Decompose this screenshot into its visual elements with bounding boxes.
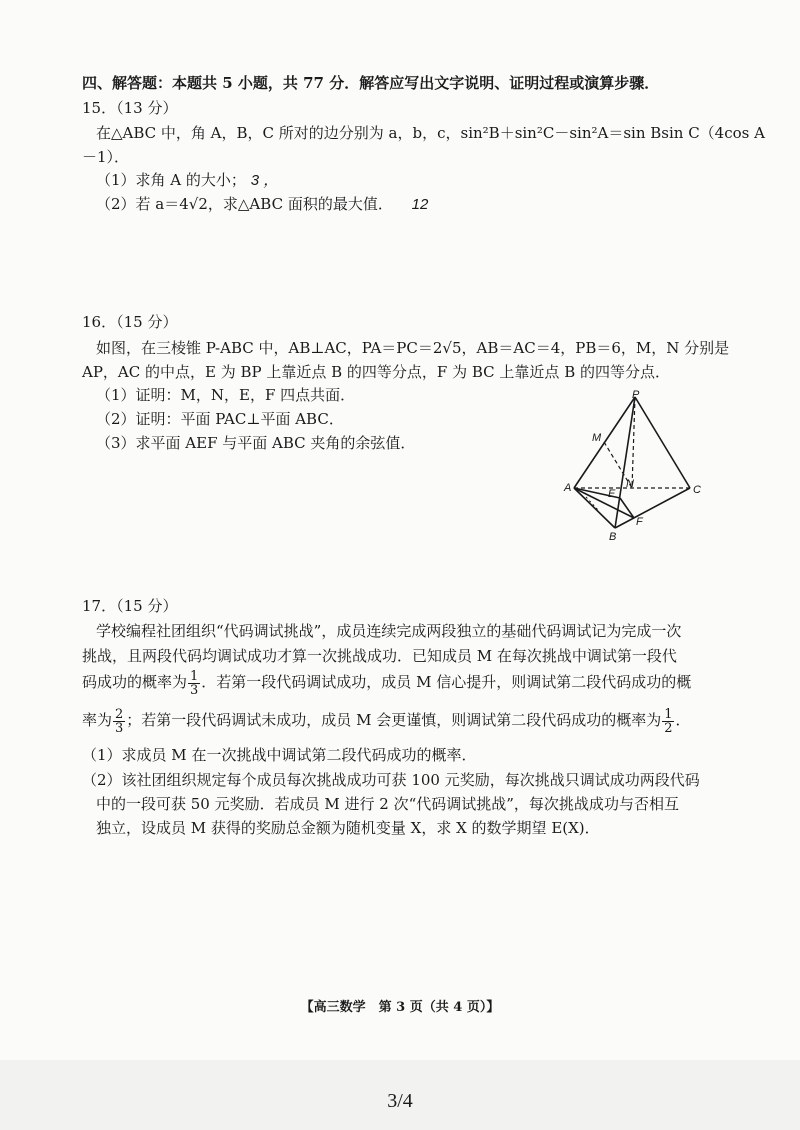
fraction-numerator: 1 bbox=[664, 706, 673, 722]
fraction-denominator: 3 bbox=[190, 682, 199, 698]
fraction-denominator: 3 bbox=[115, 720, 124, 736]
q15-number: 15．（13 分） bbox=[82, 99, 178, 117]
label-E: E bbox=[608, 488, 616, 500]
q15-part1 bbox=[96, 170, 278, 191]
q17-stem-line4-b: ；若第一段代码调试未成功，成员 M 会更谨慎，则调试第二段代码成功的概率为 bbox=[126, 711, 662, 729]
fraction-one-third bbox=[188, 670, 200, 697]
q15-stem-line2: －1）． bbox=[82, 148, 130, 166]
q16-stem-line2: AP，AC 的中点，E 为 BP 上靠近点 B 的四等分点，F 为 BC 上靠近点 B 的四等分点． bbox=[82, 363, 670, 381]
label-M: M bbox=[592, 432, 602, 444]
q15-stem-line1: 在△ABC 中，角 A，B，C 所对的边分别为 a，b，c，sin²B＋sin²C－sin²A＝sin Bsin C（4cos A bbox=[96, 124, 765, 142]
q16-part2: （2）证明：平面 PAC⊥平面 ABC． bbox=[96, 410, 344, 428]
q16-stem-line1: 如图，在三棱锥 P-ABC 中，AB⊥AC，PA＝PC＝2√5，AB＝AC＝4，PB＝6，M，N 分别是 bbox=[96, 339, 730, 357]
q16-number: 16．（15 分） bbox=[82, 313, 178, 331]
q15-part2 bbox=[96, 194, 428, 215]
fraction-numerator: 2 bbox=[115, 706, 124, 722]
pyramid-figure bbox=[560, 385, 710, 545]
label-C: C bbox=[693, 484, 701, 496]
q17-stem-line2: 挑战，且两段代码均调试成功才算一次挑战成功．已知成员 M 在每次挑战中调试第一段代 bbox=[82, 647, 677, 665]
q17-part2-line2: 中的一段可获 50 元奖励．若成员 M 进行 2 次“代码调试挑战”，每次挑战成功与否相互 bbox=[96, 795, 679, 813]
page-indicator: 3/4 bbox=[387, 1090, 413, 1112]
edge-PB bbox=[615, 397, 635, 528]
label-N: N bbox=[626, 478, 634, 490]
label-P: P bbox=[632, 389, 640, 401]
q15-part2-handwritten-note: 12 bbox=[411, 196, 429, 213]
q17-stem-line4-c: ． bbox=[675, 711, 691, 729]
fraction-numerator: 1 bbox=[190, 668, 199, 684]
q16-part1: （1）证明：M，N，E，F 四点共面． bbox=[96, 386, 356, 404]
q17-part2-line3: 独立，设成员 M 获得的奖励总金额为随机变量 X，求 X 的数学期望 E(X)． bbox=[96, 819, 600, 837]
q17-stem-line3-a: 码成功的概率为 bbox=[82, 673, 188, 691]
label-A: A bbox=[564, 482, 572, 494]
q17-stem-line3 bbox=[82, 668, 691, 697]
segment-AF bbox=[574, 488, 634, 518]
q17-stem-line1: 学校编程社团组织“代码调试挑战”，成员连续完成两段独立的基础代码调试记为完成一次 bbox=[96, 622, 682, 640]
fraction-denominator: 2 bbox=[664, 720, 673, 736]
q15-part1-handwritten-note: 3 ， bbox=[250, 172, 279, 189]
page-footer: 【高三数学 第 3 页（共 4 页）】 bbox=[300, 1000, 500, 1015]
q17-stem-line4-a: 率为 bbox=[82, 711, 113, 729]
q17-stem-line3-b: ．若第一段代码调试成功，成员 M 信心提升，则调试第二段代码成功的概 bbox=[201, 673, 692, 691]
q17-part1: （1）求成员 M 在一次挑战中调试第二段代码成功的概率． bbox=[82, 746, 477, 764]
q15-part1-text: （1）求角 A 的大小； bbox=[96, 171, 246, 189]
q17-part2-line1: （2）该社团组织规定每个成员每次挑战成功可获 100 元奖励，每次挑战只调试成功两段代码 bbox=[82, 771, 700, 789]
q15-part2-text: （2）若 a＝4√2，求△ABC 面积的最大值． bbox=[96, 195, 393, 213]
q16-part3: （3）求平面 AEF 与平面 ABC 夹角的余弦值． bbox=[96, 434, 416, 452]
label-B: B bbox=[609, 531, 617, 543]
q17-number: 17．（15 分） bbox=[82, 597, 178, 615]
fraction-one-half bbox=[662, 708, 674, 735]
fraction-two-thirds bbox=[113, 708, 125, 735]
edge-PC bbox=[635, 397, 690, 488]
section-header: 四、解答题：本题共 5 小题，共 77 分．解答应写出文字说明、证明过程或演算步骤． bbox=[82, 74, 660, 92]
q17-stem-line4 bbox=[82, 706, 691, 735]
label-F: F bbox=[636, 516, 643, 528]
